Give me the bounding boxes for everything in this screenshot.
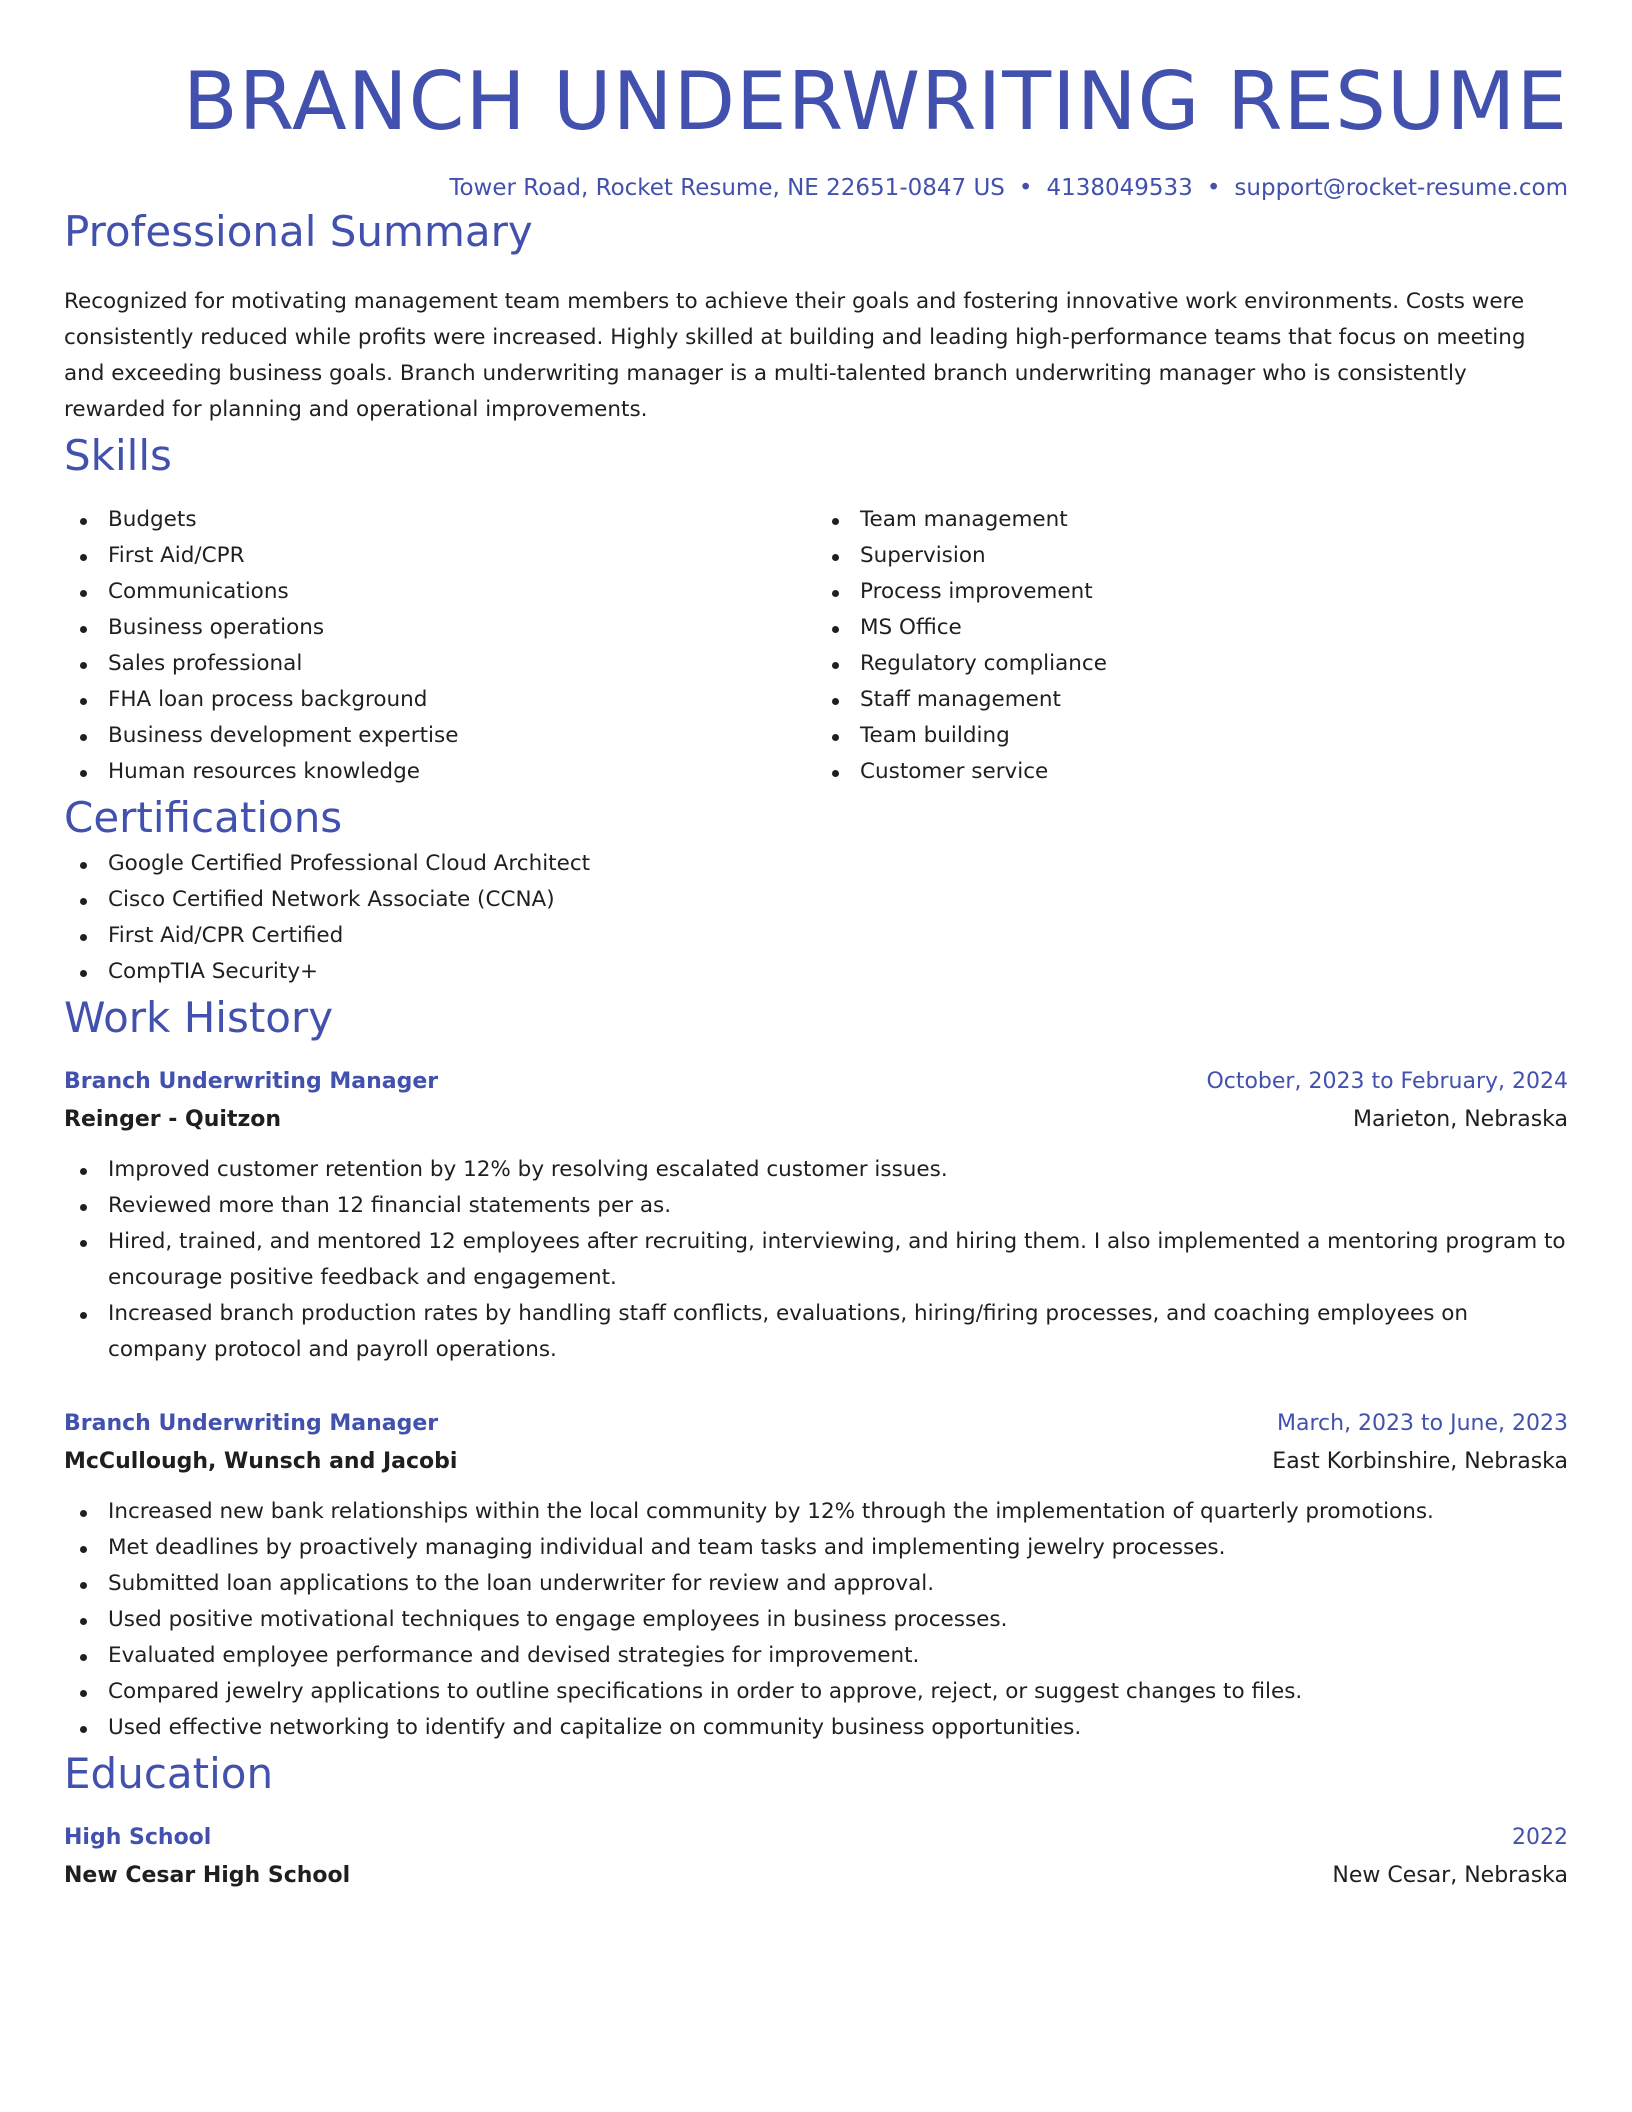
job-company: McCullough, Wunsch and Jacobi — [64, 1449, 458, 1474]
list-item: Compared jewelry applications to outline specifications in order to approve, reject, or suggest changes to files. — [64, 1674, 1568, 1710]
job-entry — [64, 1066, 1568, 1368]
phone: 4138049533 — [1046, 175, 1193, 201]
job-company: Reinger - Quitzon — [64, 1107, 282, 1132]
contact-line — [64, 172, 1568, 204]
list-item: First Aid/CPR — [64, 538, 816, 574]
education-heading: Education — [64, 1749, 274, 1798]
job-location: Marieton, Nebraska — [1353, 1107, 1568, 1132]
job-role: Branch Underwriting Manager — [64, 1411, 439, 1436]
education-location: New Cesar, Nebraska — [1332, 1863, 1568, 1888]
list-item: CompTIA Security+ — [64, 954, 1568, 990]
skills-heading: Skills — [64, 431, 172, 480]
list-item: Human resources knowledge — [64, 754, 816, 790]
list-item: MS Office — [816, 610, 1568, 646]
list-item: Submitted loan applications to the loan underwriter for review and approval. — [64, 1566, 1568, 1602]
list-item: Used positive motivational techniques to engage employees in business processes. — [64, 1602, 1568, 1638]
job-entry — [64, 1408, 1568, 1746]
list-item: Increased branch production rates by handling staff conflicts, evaluations, hiring/firing processes, and coaching employees on company protocol and payroll operations. — [64, 1296, 1568, 1368]
education-year: 2022 — [1512, 1825, 1568, 1850]
skills-grid — [64, 502, 1568, 790]
list-item: Business development expertise — [64, 718, 816, 754]
skills-column-right — [816, 502, 1568, 790]
job-bullets — [64, 1494, 1568, 1746]
summary-text: Recognized for motivating management team members to achieve their goals and fostering innovative work environments. Costs were consistently reduced while profits were increased. Highly skilled at building and leading high-performance teams that focus on meeting and exceeding business goals. Branch underwriting manager is a multi-talented branch underwriting manager who is consistently rewarded for planning and operational improvements. — [64, 289, 1526, 422]
list-item: Process improvement — [816, 574, 1568, 610]
list-item: Budgets — [64, 502, 816, 538]
list-item: Business operations — [64, 610, 816, 646]
list-item: Evaluated employee performance and devised strategies for improvement. — [64, 1638, 1568, 1674]
skills-column-left — [64, 502, 816, 790]
contact-separator: • — [1018, 175, 1033, 201]
job-location: East Korbinshire, Nebraska — [1272, 1449, 1568, 1474]
list-item: Staff management — [816, 682, 1568, 718]
list-item: Used effective networking to identify and capitalize on community business opportunities. — [64, 1710, 1568, 1746]
education-entry — [64, 1822, 1568, 1892]
contact-separator: • — [1206, 175, 1221, 201]
address: Tower Road, Rocket Resume, NE 22651-0847 US — [449, 175, 1005, 201]
list-item: Hired, trained, and mentored 12 employees after recruiting, interviewing, and hiring them. I also implemented a mentoring program to encourage positive feedback and engagement. — [64, 1224, 1568, 1296]
education-school: New Cesar High School — [64, 1863, 351, 1888]
list-item: Met deadlines by proactively managing individual and team tasks and implementing jewelry processes. — [64, 1530, 1568, 1566]
list-item: Team building — [816, 718, 1568, 754]
job-dates: March, 2023 to June, 2023 — [1277, 1411, 1568, 1436]
list-item: FHA loan process background — [64, 682, 816, 718]
work-history-heading: Work History — [64, 993, 334, 1042]
list-item: Cisco Certified Network Associate (CCNA) — [64, 882, 1568, 918]
list-item: Regulatory compliance — [816, 646, 1568, 682]
list-item: First Aid/CPR Certified — [64, 918, 1568, 954]
list-item: Team management — [816, 502, 1568, 538]
list-item: Sales professional — [64, 646, 816, 682]
list-item: Google Certified Professional Cloud Architect — [64, 846, 1568, 882]
list-item: Supervision — [816, 538, 1568, 574]
list-item: Improved customer retention by 12% by resolving escalated customer issues. — [64, 1152, 1568, 1188]
education-degree: High School — [64, 1825, 212, 1850]
certifications-heading: Certifications — [64, 793, 343, 842]
email: support@rocket-resume.com — [1234, 175, 1568, 201]
resume-title: BRANCH UNDERWRITING RESUME — [182, 55, 1568, 148]
list-item: Customer service — [816, 754, 1568, 790]
job-dates: October, 2023 to February, 2024 — [1206, 1069, 1568, 1094]
job-role: Branch Underwriting Manager — [64, 1069, 439, 1094]
job-bullets — [64, 1152, 1568, 1368]
summary-heading: Professional Summary — [64, 207, 533, 256]
list-item: Increased new bank relationships within the local community by 12% through the implementation of quarterly promotions. — [64, 1494, 1568, 1530]
list-item: Communications — [64, 574, 816, 610]
list-item: Reviewed more than 12 financial statements per as. — [64, 1188, 1568, 1224]
certifications-list — [64, 846, 1568, 990]
